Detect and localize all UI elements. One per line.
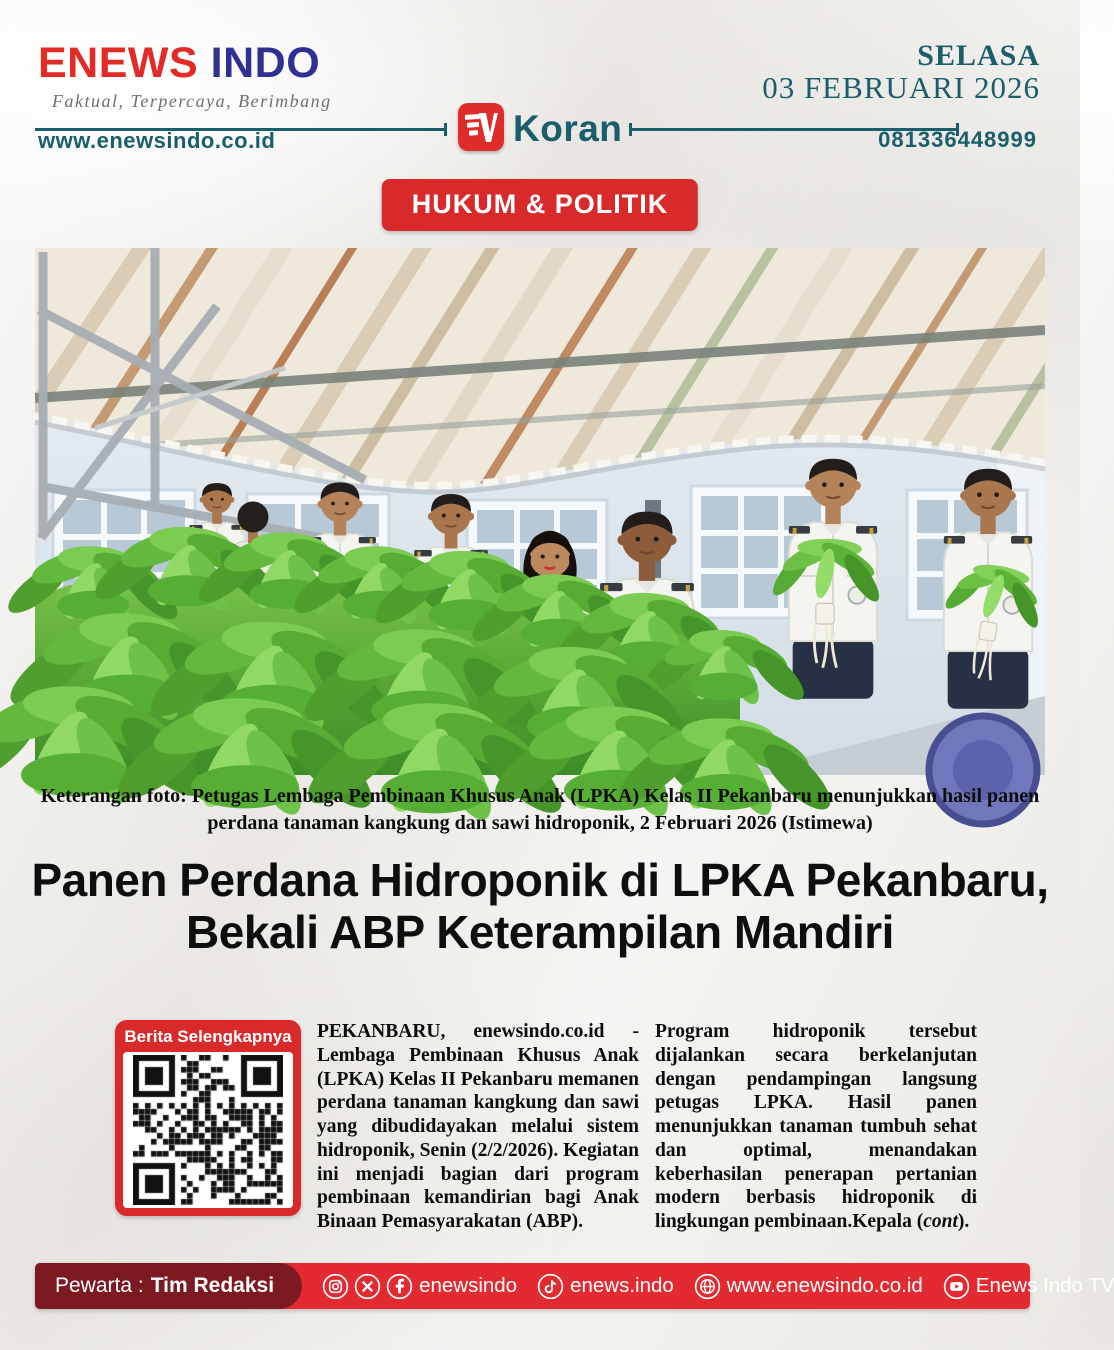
- qr-label: Berita Selengkapnya: [124, 1027, 292, 1046]
- qr-frame: [123, 1052, 293, 1208]
- youtube-channel[interactable]: Enews Indo TV: [975, 1274, 1114, 1297]
- youtube-icon: [943, 1273, 970, 1300]
- brand-tagline: Faktual, Terpercaya, Berimbang: [52, 91, 332, 111]
- qr-card: [115, 1020, 301, 1216]
- brand-name-primary: ENEWS: [38, 39, 199, 87]
- footer-website-link[interactable]: www.enewsindo.co.id: [726, 1274, 923, 1297]
- article-photo: [35, 248, 1045, 775]
- header-phone: 081336448999: [878, 127, 1037, 152]
- edition-date: [762, 40, 1040, 104]
- masthead-label: Koran: [513, 108, 623, 149]
- headline: Panen Perdana Hidroponik di LPKA Pekanbaru, Bekali ABP Keterampilan Mandiri: [31, 854, 1049, 959]
- article-column-2-close: ).: [957, 1211, 970, 1233]
- article-body: [115, 1020, 980, 1234]
- instagram-icon: [322, 1273, 349, 1300]
- facebook-icon: [386, 1273, 413, 1300]
- reporter-pill: [35, 1263, 302, 1309]
- globe-icon: [694, 1273, 721, 1300]
- edition-day: SELASA: [917, 39, 1040, 72]
- ev-logo-icon: [458, 103, 504, 151]
- social-group-tiktok[interactable]: [537, 1273, 674, 1300]
- photo-caption: Keterangan foto: Petugas Lembaga Pembinaan Khusus Anak (LPKA) Kelas II Pekanbaru menunjukkan hasil panen perdana tanaman kangkung dan sawi hidroponik, 2 Februari 2026 (Istimewa): [40, 785, 1040, 834]
- brand-name: [38, 39, 332, 87]
- social-group-youtube[interactable]: [943, 1273, 1114, 1300]
- ev-monogram-icon: [464, 109, 498, 145]
- article-column-1: PEKANBARU, enewsindo.co.id - Lembaga Pembinaan Khusus Anak (LPKA) Kelas II Pekanbaru memanen perdana tanaman kangkung dan sawi yang dibudidayakan melalui sistem hidroponik, Senin (2/2/2026). Kegiatan ini menjadi bagian dari program pembinaan kemandirian bagi Anak Binaan Pemasyarakatan (ABP).: [317, 1021, 639, 1233]
- reporter-name: Tim Redaksi: [150, 1274, 275, 1297]
- brand-logo: [38, 39, 332, 112]
- x-icon: [354, 1273, 381, 1300]
- reporter-label: Pewarta :: [55, 1274, 144, 1297]
- instagram-x-facebook-handle[interactable]: enewsindo: [419, 1274, 518, 1297]
- divider-tick: [444, 123, 447, 136]
- footer-bar: [35, 1263, 1114, 1309]
- category-badge: HUKUM & POLITIK: [382, 179, 698, 231]
- article-column-2-cont: cont: [923, 1211, 958, 1233]
- header-website-link[interactable]: www.enewsindo.co.id: [38, 128, 276, 153]
- tiktok-icon: [537, 1273, 564, 1300]
- tiktok-handle[interactable]: enews.indo: [570, 1274, 674, 1297]
- social-group-website[interactable]: [694, 1273, 923, 1300]
- article-column-2-text: Program hidroponik tersebut dijalankan secara berkelanjutan dengan pendampingan langsung petugas LPKA. Hasil panen menunjukkan tanaman tumbuh sehat dan optimal, menandakan keberhasilan penerapan pertanian modern berbasis hidroponik di lingkungan pembinaan.Kepala (: [655, 1021, 977, 1233]
- greenhouse-photo-illustration: [35, 248, 1045, 775]
- qr-code[interactable]: [133, 1055, 283, 1205]
- article-column-2: [655, 1020, 977, 1234]
- social-group-main[interactable]: [322, 1273, 517, 1300]
- edition-date-text: 03 FEBRUARI 2026: [762, 69, 1040, 105]
- brand-name-secondary: INDO: [198, 39, 321, 87]
